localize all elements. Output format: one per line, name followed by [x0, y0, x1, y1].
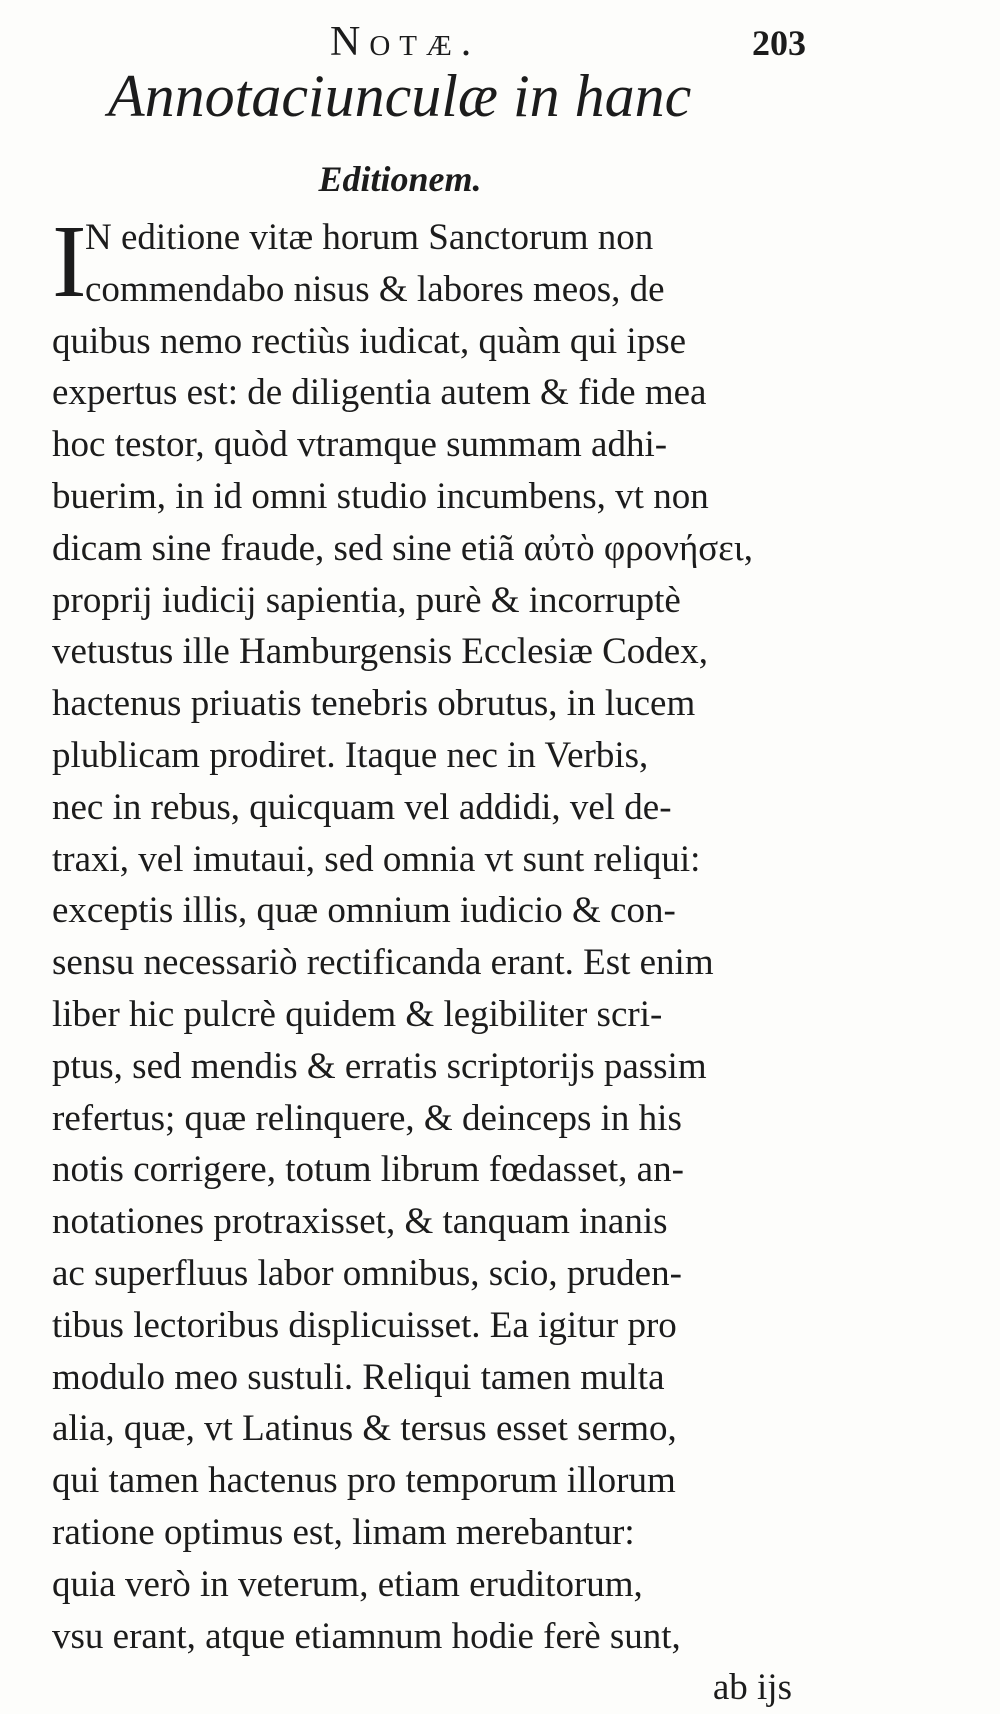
- text-line: hactenus priuatis tenebris obrutus, in lucem: [52, 683, 696, 725]
- text-line: N editione vitæ horum Sanctorum non: [85, 217, 654, 258]
- text-line: hoc testor, quòd vtramque summam adhi-: [52, 424, 668, 466]
- text-line: plublicam prodiret. Itaque nec in Verbis,: [52, 734, 649, 776]
- running-head-title: Notæ.: [330, 19, 481, 65]
- text-line: alia, quæ, vt Latinus & tersus esset sermo,: [52, 1408, 677, 1450]
- text-line: qui tamen hactenus pro temporum illorum: [52, 1460, 676, 1502]
- catchword: ab ijs: [712, 1667, 792, 1709]
- text-line: tibus lectoribus displicuisset. Ea igitur pro: [52, 1304, 677, 1346]
- text-line: buerim, in id omni studio incumbens, vt non: [52, 475, 709, 517]
- text-line: proprij iudicij sapientia, purè & incorruptè: [52, 579, 681, 621]
- text-line: expertus est: de diligentia autem & fide mea: [52, 372, 707, 414]
- text-line: notis corrigere, totum librum fœdasset, an-: [52, 1149, 684, 1191]
- drop-capital: I: [52, 204, 87, 319]
- text-line: dicam sine fraude, sed sine etiã αὐτὸ φρονήσει,: [52, 527, 753, 569]
- text-line: refertus; quæ relinquere, & deinceps in his: [52, 1097, 682, 1139]
- section-title: Annotaciunculæ in hanc: [108, 63, 692, 129]
- section-subtitle: Editionem.: [318, 159, 482, 199]
- text-line: ratione optimus est, limam merebantur:: [52, 1511, 635, 1553]
- text-line: sensu necessariò rectificanda erant. Est enim: [52, 942, 714, 984]
- text-line: modulo meo sustuli. Reliqui tamen multa: [52, 1356, 665, 1398]
- text-line: liber hic pulcrè quidem & legibiliter scri-: [52, 993, 663, 1035]
- page-number: 203: [752, 23, 806, 63]
- text-line: notationes protraxisset, & tanquam inanis: [52, 1201, 668, 1243]
- text-line: exceptis illis, quæ omnium iudicio & con-: [52, 890, 676, 932]
- text-line: commendabo nisus & labores meos, de: [85, 268, 665, 310]
- text-line: ac superfluus labor omnibus, scio, pruden-: [52, 1252, 682, 1294]
- text-line: ptus, sed mendis & erratis scriptorijs passim: [52, 1045, 707, 1087]
- running-head: [0, 10, 1000, 70]
- text-line: vetustus ille Hamburgensis Ecclesiæ Codex,: [52, 631, 708, 673]
- text-line: quia verò in veterum, etiam eruditorum,: [52, 1563, 643, 1605]
- text-line: quibus nemo rectiùs iudicat, quàm qui ipse: [52, 320, 687, 362]
- text-line: nec in rebus, quicquam vel addidi, vel de-: [52, 786, 672, 828]
- body-text: [52, 204, 802, 1714]
- text-line: vsu erant, atque etiamnum hodie ferè sunt,: [52, 1615, 681, 1657]
- text-line: traxi, vel imutaui, sed omnia vt sunt reliqui:: [52, 838, 701, 880]
